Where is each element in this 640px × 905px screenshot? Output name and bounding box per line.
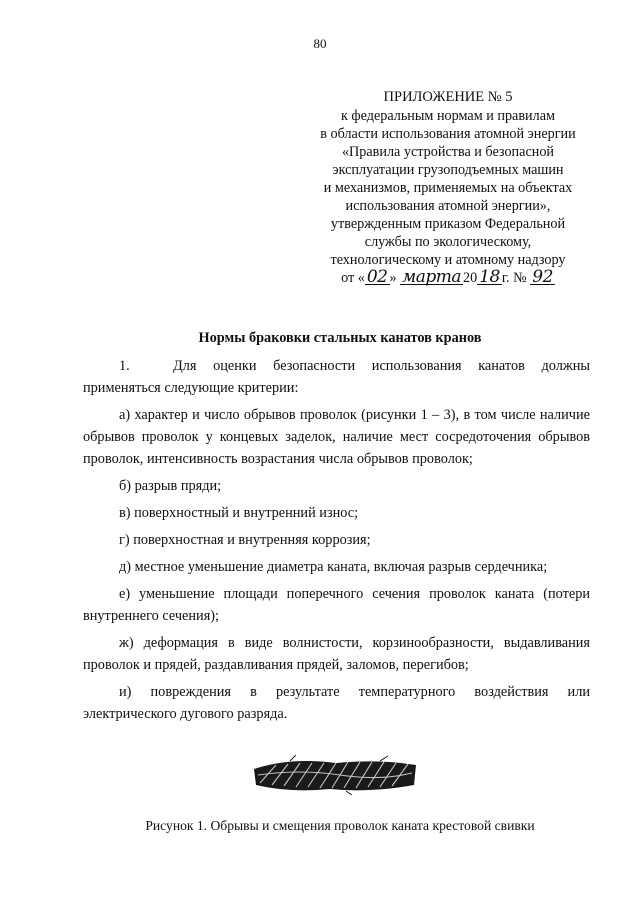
appendix-line: утвержденным приказом Федеральной — [330, 216, 566, 232]
appendix-line: эксплуатации грузоподъемных машин — [332, 162, 564, 178]
criterion-i: и) повреждения в результате температурного воздействия или электрического дугового разряда. — [83, 684, 590, 722]
appendix-line: технологическому и атомному надзору — [330, 252, 566, 268]
criterion-zh: ж) деформация в виде волнистости, корзинообразности, выдавливания проволок и прядей, раздавливания прядей, заломов, перегибов; — [83, 635, 590, 673]
criterion-d: д) местное уменьшение диаметра каната, включая разрыв сердечника; — [119, 559, 548, 575]
date-month-handwritten: марта — [402, 267, 462, 287]
date-separator: » — [389, 270, 397, 286]
paragraph-text: Для оценки безопасности использования канатов должны применяться следующие критерии: — [83, 358, 590, 396]
appendix-line: к федеральным нормам и правилам — [340, 108, 555, 124]
paragraph-1 — [83, 355, 590, 399]
appendix-line: службы по экологическому, — [364, 234, 532, 250]
appendix-line: использования атомной энергии», — [345, 198, 551, 214]
order-date-line — [300, 269, 596, 287]
appendix-line: «Правила устройства и безопасной — [341, 144, 555, 160]
appendix-line: в области использования атомной энергии — [320, 126, 576, 142]
appendix-header — [300, 88, 596, 287]
date-prefix: от « — [341, 270, 365, 286]
criterion-g: г) поверхностная и внутренняя коррозия; — [119, 532, 371, 548]
appendix-line: и механизмов, применяемых на объектах — [323, 180, 573, 196]
section-title: Нормы браковки стальных канатов кранов — [198, 330, 482, 346]
figure-caption: Рисунок 1. Обрывы и смещения проволок каната крестовой свивки — [145, 818, 535, 833]
body-text — [83, 355, 590, 730]
criterion-a: а) характер и число обрывов проволок (рисунки 1 – 3), в том числе наличие обрывов проволок у концевых заделок, наличие мест сосредоточения обрывов проволок, интенсивность возрастания числа обрывов проволок; — [83, 407, 590, 467]
criterion-v: в) поверхностный и внутренний износ; — [119, 505, 359, 521]
criterion-e: е) уменьшение площади поперечного сечения проволок каната (потери внутреннего сечения); — [83, 586, 590, 624]
date-year-handwritten: 18 — [479, 267, 500, 287]
date-day-handwritten: 02 — [366, 267, 388, 287]
page-number: 80 — [313, 36, 327, 51]
date-year-prefix: 20 — [463, 270, 478, 286]
date-year-suffix: г. № — [501, 270, 527, 286]
rope-figure — [250, 755, 420, 795]
criterion-b: б) разрыв пряди; — [119, 478, 222, 494]
order-number-handwritten: 92 — [532, 267, 553, 287]
paragraph-number: 1. — [119, 358, 130, 374]
appendix-title: ПРИЛОЖЕНИЕ № 5 — [383, 89, 513, 105]
